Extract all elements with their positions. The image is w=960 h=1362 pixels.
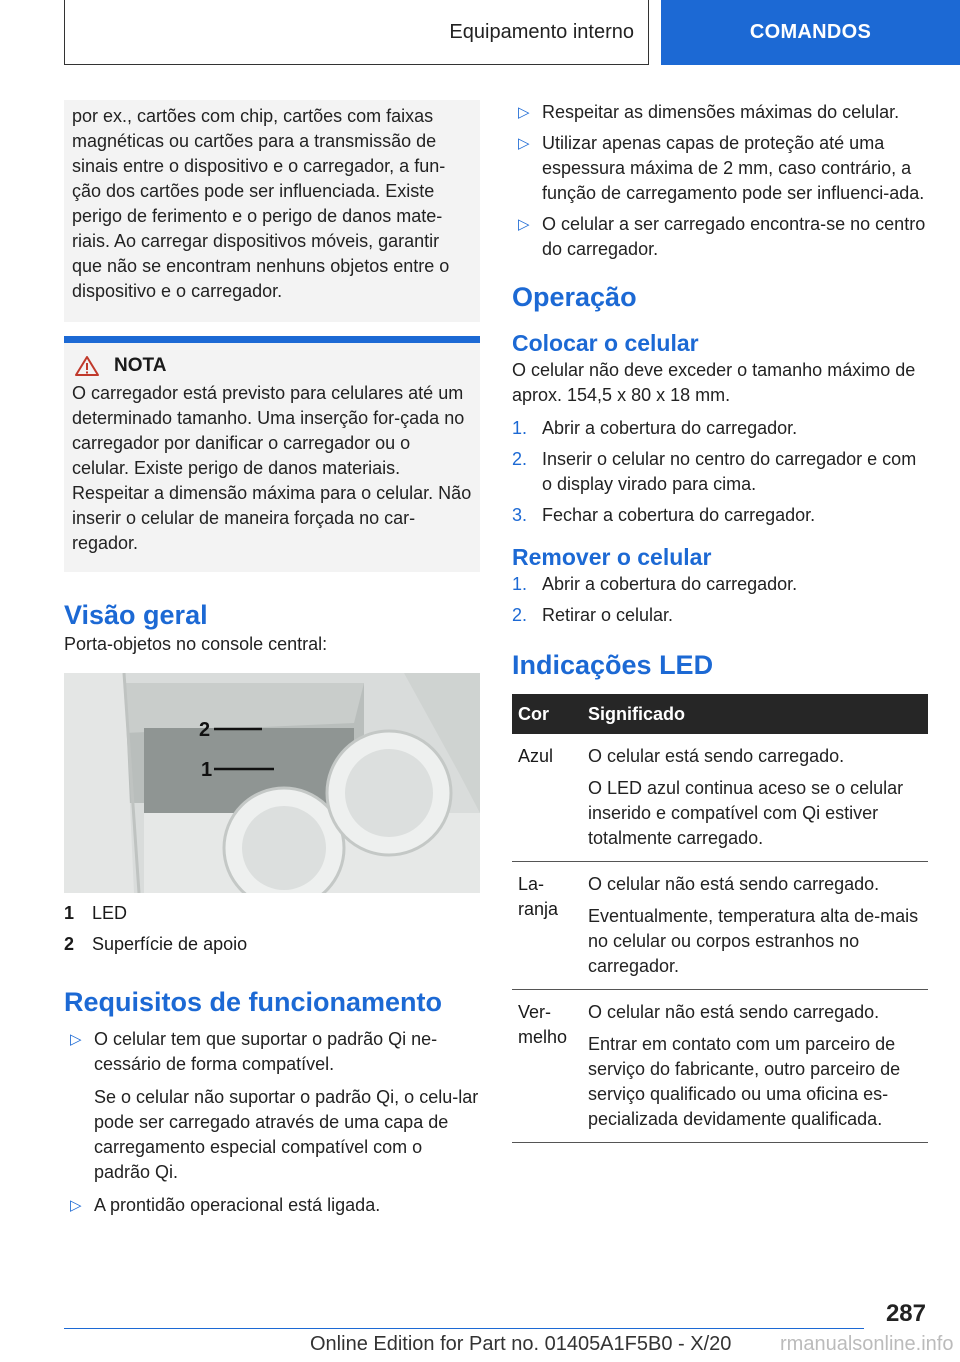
table-row — [512, 734, 928, 862]
legend-label: Superfície de apoio — [92, 934, 248, 954]
meaning-line: O celular não está sendo carregado. — [588, 874, 880, 894]
led-table — [512, 694, 928, 1143]
column-header-color: Cor — [512, 694, 582, 734]
note-heading — [72, 355, 472, 377]
overview-text: Porta-objetos no console central: — [64, 634, 328, 654]
requirements-heading: Requisitos de funcionamento — [64, 987, 443, 1017]
remove-steps — [512, 572, 928, 628]
triangle-bullet-icon: ▷ — [518, 216, 530, 233]
overview-heading: Visão geral — [64, 600, 208, 630]
meaning-line: Eventualmente, temperatura alta de-mais no celular ou corpos estranhos no carregador. — [588, 906, 919, 976]
step-text: Retirar o celular. — [542, 605, 674, 625]
step-text: Abrir a cobertura do carregador. — [542, 418, 798, 438]
triangle-bullet-icon: ▷ — [518, 104, 530, 121]
led-color: La-ranja — [512, 862, 582, 990]
list-item — [64, 1193, 480, 1218]
header-section — [64, 0, 649, 65]
step-number: 1. — [512, 418, 528, 438]
list-item — [512, 131, 928, 206]
page-number: 287 — [885, 1300, 926, 1327]
step-number: 2. — [512, 449, 528, 469]
right-column — [512, 100, 928, 1143]
footer-edition: Online Edition for Part no. 01405A1F5B0 - X/20 — [310, 1333, 732, 1355]
table-row — [512, 862, 928, 990]
header-section-title: Equipamento interno — [449, 20, 634, 43]
operation-heading: Operação — [512, 282, 637, 312]
list-item — [64, 1027, 480, 1185]
header-chapter — [661, 0, 960, 65]
table-row — [512, 990, 928, 1143]
triangle-bullet-icon: ▷ — [70, 1031, 82, 1048]
legend-item — [64, 901, 480, 926]
requirement-subtext: Se o celular não suportar o padrão Qi, o celu-lar pode ser carregado através de uma capa de carregamento especial compatível com o padrão Qi. — [94, 1087, 479, 1182]
legend-number: 2 — [64, 934, 75, 954]
requirements-list-cont — [512, 100, 928, 262]
list-item — [512, 603, 928, 628]
requirement-text: A prontidão operacional está ligada. — [94, 1195, 381, 1215]
list-item — [512, 447, 928, 497]
place-text: O celular não deve exceder o tamanho máximo de aprox. 154,5 x 80 x 18 mm. — [512, 360, 916, 405]
photo-label-2: 2 — [199, 719, 211, 741]
meaning-line: Entrar em contato com um parceiro de serviço do fabricante, outro parceiro de serviço qualificado ou uma oficina es-pecializada devidamente qualificada. — [588, 1034, 901, 1129]
step-text: Abrir a cobertura do carregador. — [542, 574, 798, 594]
console-photo — [64, 673, 480, 893]
list-item — [512, 416, 928, 441]
place-steps — [512, 416, 928, 528]
legend-number: 1 — [64, 903, 75, 923]
list-item — [512, 100, 928, 125]
requirements-list — [64, 1027, 480, 1218]
warning-box — [64, 100, 480, 322]
requirement-text: Respeitar as dimensões máximas do celular. — [542, 102, 900, 122]
requirement-text: O celular tem que suportar o padrão Qi ne-cessário de forma compatível. — [94, 1029, 438, 1074]
note-box — [64, 343, 480, 572]
note-divider — [64, 336, 480, 343]
column-header-meaning: Significado — [582, 694, 928, 734]
requirement-text: O celular a ser carregado encontra-se no centro do carregador. — [542, 214, 926, 259]
photo-label-1: 1 — [201, 759, 213, 781]
step-number: 1. — [512, 574, 528, 594]
led-color: Ver-melho — [512, 990, 582, 1143]
led-color: Azul — [512, 734, 582, 862]
left-column — [64, 100, 480, 1224]
legend-label: LED — [92, 903, 128, 923]
led-heading: Indicações LED — [512, 650, 714, 680]
legend-item — [64, 932, 480, 957]
list-item — [512, 503, 928, 528]
led-meaning — [582, 990, 928, 1143]
note-title: NOTA — [114, 355, 167, 376]
table-header-row — [512, 694, 928, 734]
warning-triangle-icon — [74, 355, 100, 377]
remove-heading: Remover o celular — [512, 544, 712, 570]
step-text: Inserir o celular no centro do carregador e com o display virado para cima. — [542, 449, 917, 494]
meaning-line: O celular está sendo carregado. — [588, 746, 845, 766]
step-number: 3. — [512, 505, 528, 525]
triangle-bullet-icon: ▷ — [518, 135, 530, 152]
led-meaning — [582, 862, 928, 990]
step-text: Fechar a cobertura do carregador. — [542, 505, 816, 525]
note-text: O carregador está previsto para celulares até um determinado tamanho. Uma inserção for-çada no carregador por danificar o carregador ou o celular. Existe perigo de danos materiais. Respeitar a dimensão máxima para o celular. Não inserir o celular de maneira forçada no car-regador. — [72, 383, 472, 553]
list-item — [512, 212, 928, 262]
meaning-line: O LED azul continua aceso se o celular inserido e compatível com Qi estiver totalmente carregado. — [588, 778, 904, 848]
requirement-text: Utilizar apenas capas de proteção até uma espessura máxima de 2 mm, caso contrário, a função de carregamento pode ser influenci-ada. — [542, 133, 925, 203]
warning-text: por ex., cartões com chip, cartões com faixas magnéticas ou cartões para a transmissão de sinais entre o dispositivo e o carregador, a fun-ção dos cartões pode ser influenciada. Existe perigo de ferimento e o perigo de danos mate-riais. Ao carregar dispositivos móveis, garantir que não se encontram nenhuns objetos entre o dispositivo e o carregador. — [72, 106, 450, 301]
triangle-bullet-icon: ▷ — [70, 1197, 82, 1214]
photo-legend — [64, 901, 480, 957]
header-chapter-title: COMANDOS — [749, 21, 872, 43]
footer-divider — [64, 1328, 864, 1329]
step-number: 2. — [512, 605, 528, 625]
place-heading: Colocar o celular — [512, 330, 699, 356]
console-illustration — [64, 673, 480, 893]
list-item — [512, 572, 928, 597]
led-meaning — [582, 734, 928, 862]
footer-watermark: rmanualsonline.info — [780, 1333, 954, 1355]
meaning-line: O celular não está sendo carregado. — [588, 1002, 880, 1022]
